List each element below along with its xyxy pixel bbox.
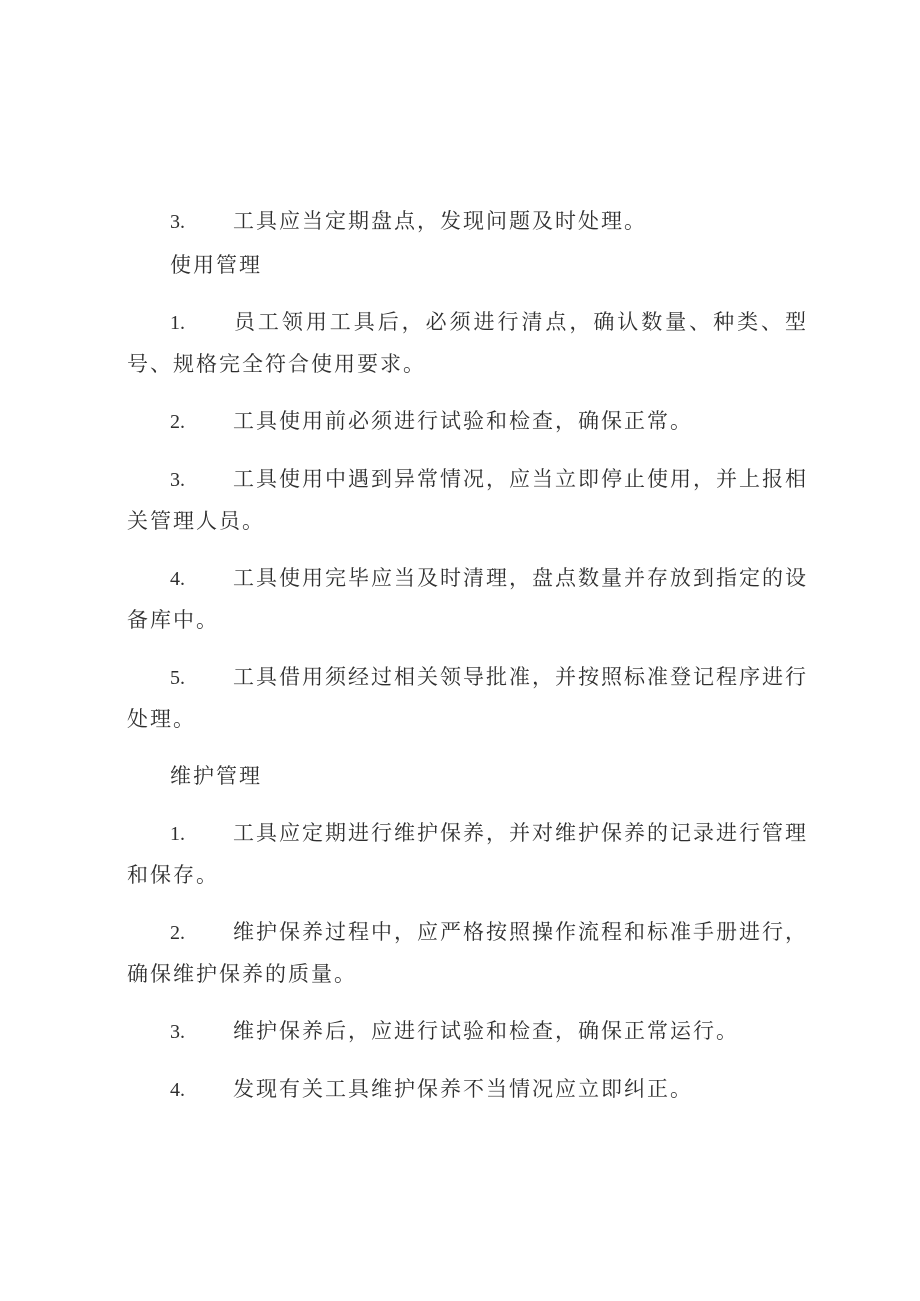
numbered-paragraph	[127, 459, 808, 542]
paragraph-text: 发现有关工具维护保养不当情况应立即纠正。	[233, 1077, 693, 1101]
paragraph-text: 维护保养后，应进行试验和检查，确保正常运行。	[233, 1019, 739, 1043]
section-heading	[127, 245, 808, 286]
heading-text: 维护管理	[170, 764, 262, 788]
numbered-paragraph	[127, 813, 808, 896]
paragraph-text: 工具借用须经过相关领导批准，并按照标准登记程序进行处理。	[127, 665, 808, 731]
section-heading	[127, 756, 808, 797]
paragraph-text: 工具应当定期盘点，发现问题及时处理。	[233, 209, 647, 233]
list-number: 3.	[170, 1021, 185, 1043]
list-number: 1.	[170, 823, 185, 845]
numbered-paragraph	[127, 1069, 808, 1111]
numbered-paragraph	[127, 401, 808, 443]
numbered-paragraph	[127, 558, 808, 641]
heading-text: 使用管理	[170, 253, 262, 277]
numbered-paragraph	[127, 201, 808, 243]
paragraph-text: 工具使用完毕应当及时清理，盘点数量并存放到指定的设备库中。	[127, 566, 808, 632]
numbered-paragraph	[127, 912, 808, 995]
paragraph-text: 工具使用中遇到异常情况，应当立即停止使用，并上报相关管理人员。	[127, 467, 808, 533]
paragraph-text: 维护保养过程中，应严格按照操作流程和标准手册进行，确保维护保养的质量。	[127, 920, 808, 986]
list-number: 1.	[170, 312, 185, 334]
list-number: 4.	[170, 1079, 185, 1101]
numbered-paragraph	[127, 657, 808, 740]
paragraph-text: 工具使用前必须进行试验和检查，确保正常。	[233, 409, 693, 433]
list-number: 5.	[170, 667, 185, 689]
numbered-paragraph	[127, 302, 808, 385]
paragraph-text: 员工领用工具后，必须进行清点，确认数量、种类、型号、规格完全符合使用要求。	[127, 310, 808, 376]
list-number: 4.	[170, 568, 185, 590]
document-body	[127, 201, 808, 1111]
list-number: 3.	[170, 211, 185, 233]
paragraph-text: 工具应定期进行维护保养，并对维护保养的记录进行管理和保存。	[127, 821, 808, 887]
list-number: 3.	[170, 469, 185, 491]
list-number: 2.	[170, 411, 185, 433]
list-number: 2.	[170, 922, 185, 944]
numbered-paragraph	[127, 1011, 808, 1053]
